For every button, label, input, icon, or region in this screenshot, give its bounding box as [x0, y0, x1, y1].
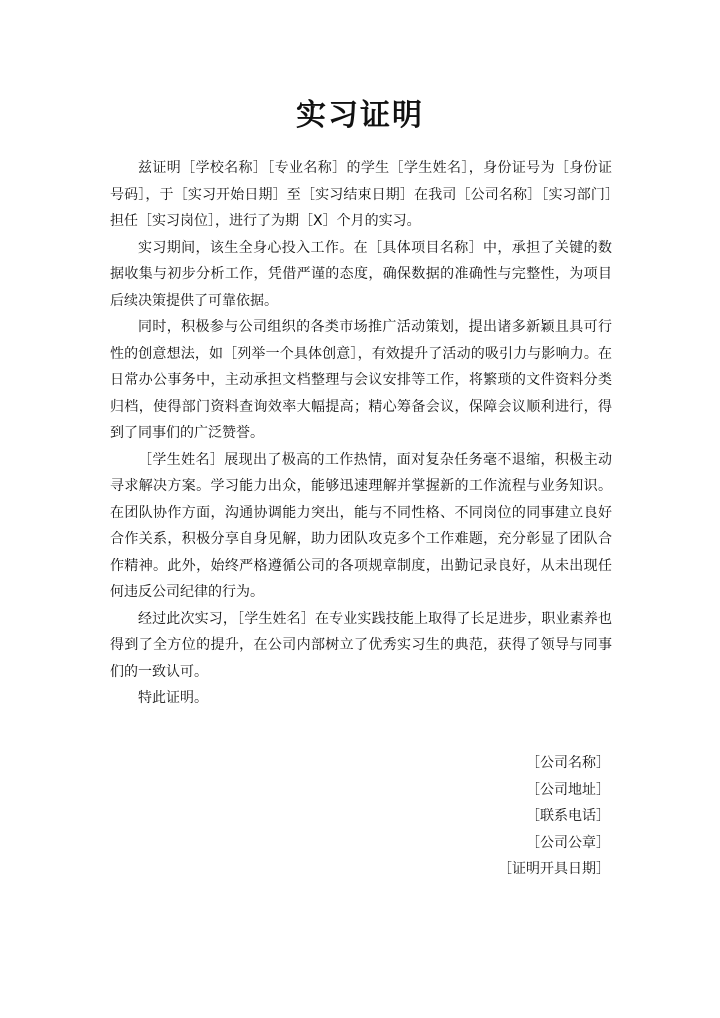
document-body: [110, 155, 612, 712]
company-seal: ［公司公章］: [526, 834, 610, 851]
signature-block: [498, 750, 610, 883]
paragraph-intro: 兹证明［学校名称］［专业名称］的学生［学生姓名］，身份证号为［身份证号码］，于［实习开始日期］至［实习结束日期］在我司［公司名称］［实习部门］担任［实习岗位］，进行了为期［X］个月的实习。: [110, 160, 612, 229]
contact-phone: ［联系电话］: [526, 808, 610, 824]
company-name: ［公司名称］: [526, 755, 610, 771]
paragraph-marketing-and-office: 同时，积极参与公司组织的各类市场推广活动策划，提出诸多新颖且具可行性的创意想法，如［列举一个具体创意］，有效提升了活动的吸引力与影响力。在日常办公事务中，主动承担文档整理与会议安排等工作，将繁琐的文件资料分类归档，使得部门资料查询效率大幅提高；精心筹备会议，保障会议顺利进行，得到了同事们的广泛赞誉。: [110, 319, 612, 441]
paragraph-project-work: 实习期间，该生全身心投入工作。在［具体项目名称］中，承担了关键的数据收集与初步分析工作，凭借严谨的态度，确保数据的准确性与完整性，为项目后续决策提供了可靠依据。: [110, 239, 612, 309]
paragraph-closing: 特此证明。: [138, 690, 208, 706]
paragraph-evaluation: ［学生姓名］展现出了极高的工作热情，面对复杂任务毫不退缩，积极主动寻求解决方案。学习能力出众，能够迅速理解并掌握新的工作流程与业务知识。在团队协作方面，沟通协调能力突出，能与不同性格、不同岗位的同事建立良好合作关系，积极分享自身见解，助力团队攻克多个工作难题，充分彰显了团队合作精神。此外，始终严格遵循公司的各项规章制度，出勤记录良好，从未出现任何违反公司纪律的行为。: [110, 451, 612, 600]
issue-date: ［证明开具日期］: [498, 861, 610, 877]
company-address: ［公司地址］: [526, 781, 610, 798]
paragraph-summary: 经过此次实习，［学生姓名］在专业实践技能上取得了长足进步，职业素养也得到了全方位的提升，在公司内部树立了优秀实习生的典范，获得了领导与同事们的一致认可。: [110, 610, 612, 680]
document-title: 实习证明: [296, 98, 424, 133]
